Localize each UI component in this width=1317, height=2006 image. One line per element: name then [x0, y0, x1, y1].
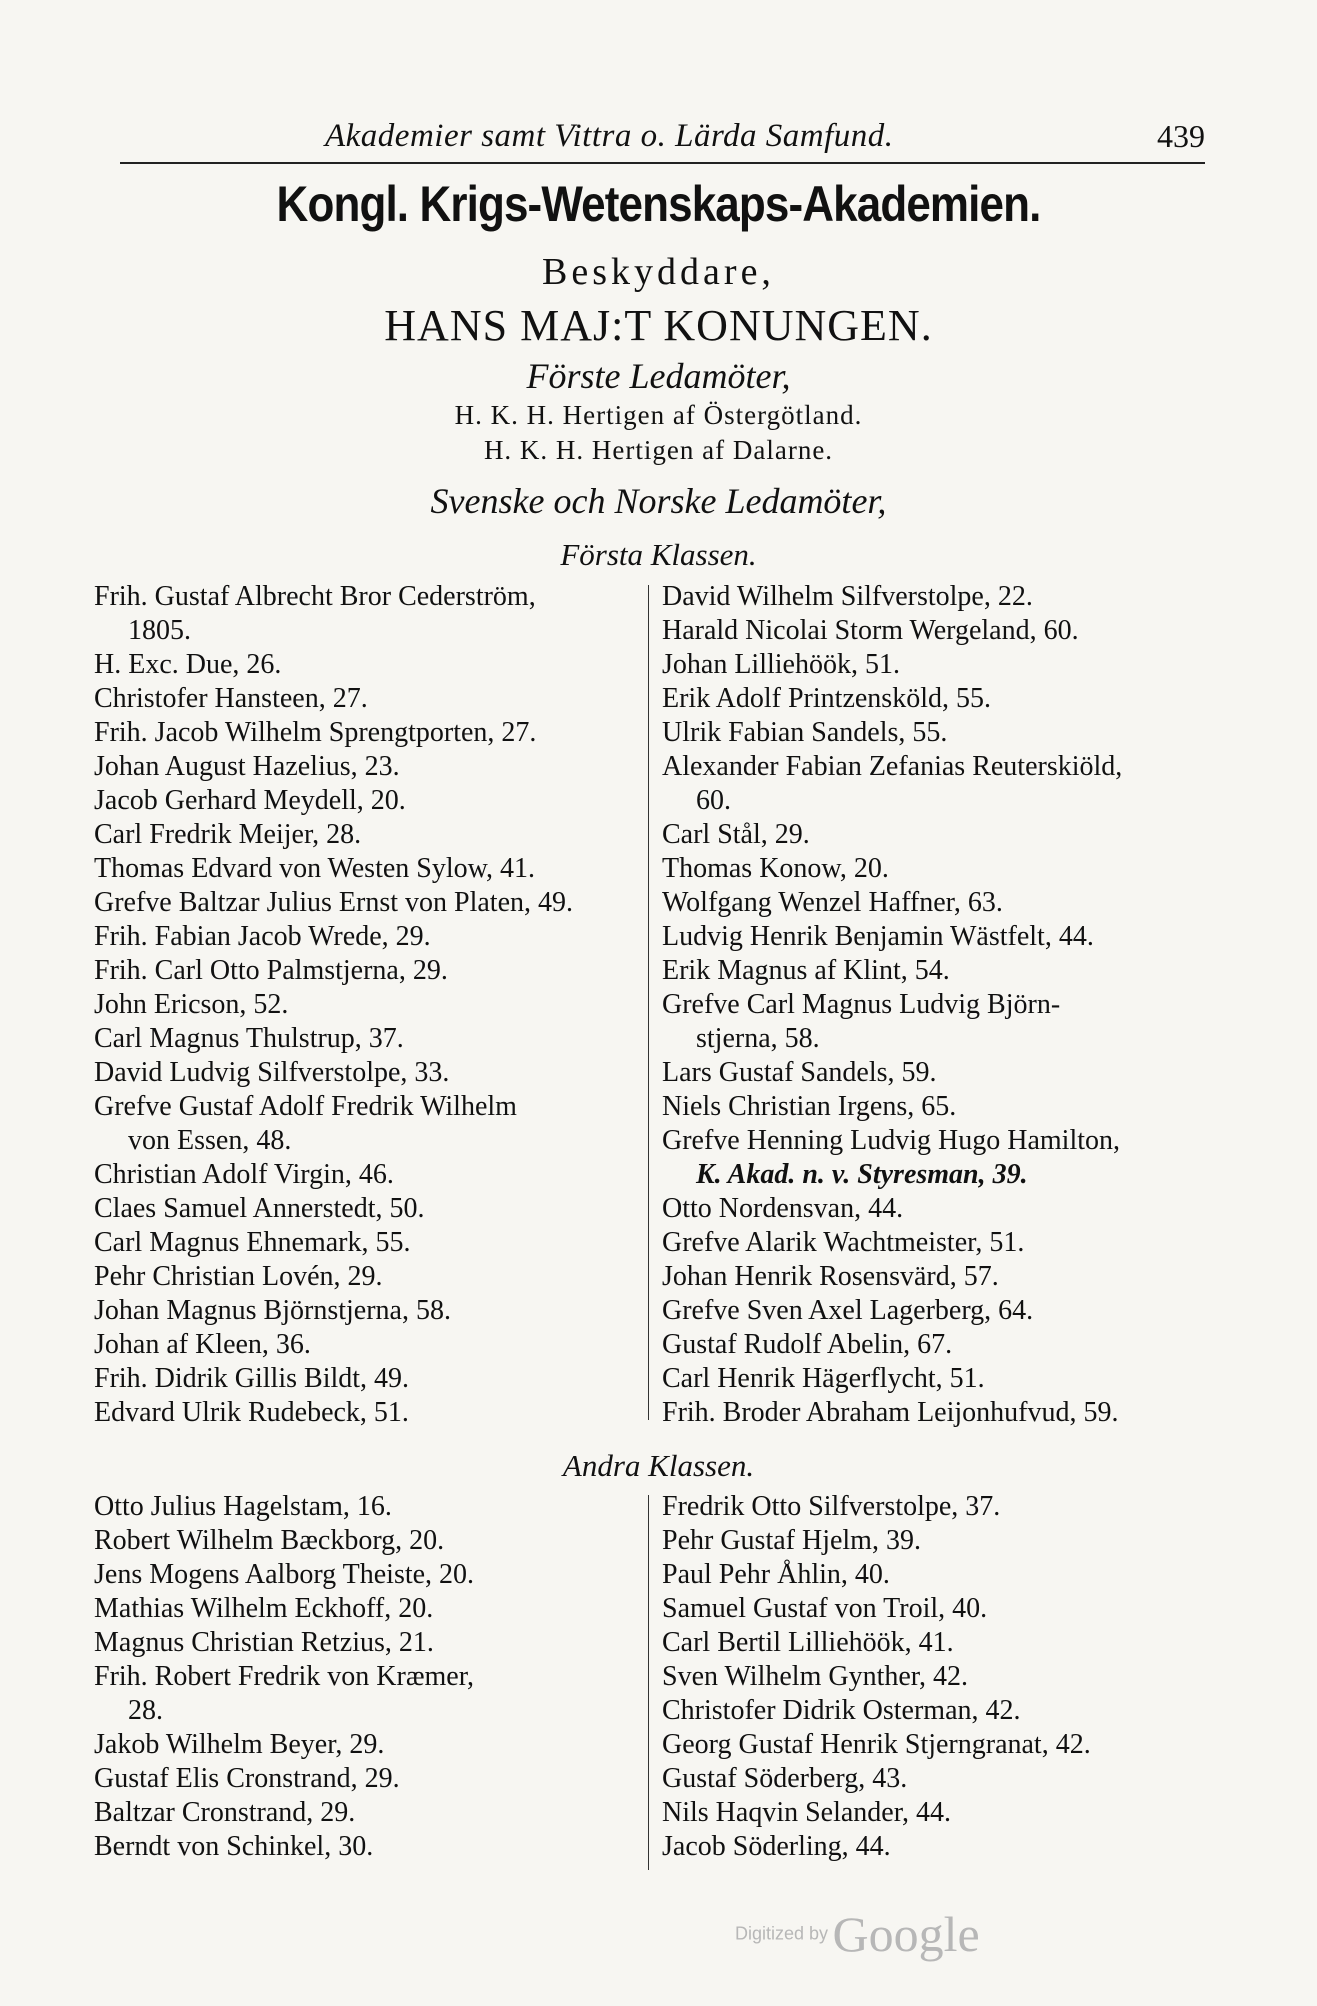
member-entry: Carl Fredrik Meijer, 28. [94, 819, 362, 850]
member-entry: Carl Henrik Hägerflycht, 51. [662, 1363, 985, 1394]
member-entry: Ulrik Fabian Sandels, 55. [662, 717, 948, 748]
member-entry: Erik Adolf Printzensköld, 55. [662, 683, 991, 714]
member-entry: Gustaf Söderberg, 43. [662, 1763, 908, 1794]
member-entry: Frih. Didrik Gillis Bildt, 49. [94, 1363, 410, 1394]
member-entry: Christofer Hansteen, 27. [94, 683, 368, 714]
member-entry: Magnus Christian Retzius, 21. [94, 1627, 434, 1658]
swedish-norwegian-members-label: Svenske och Norske Ledamöter, [430, 481, 887, 521]
member-entry: Wolfgang Wenzel Haffner, 63. [662, 887, 1003, 918]
member-entry: Jacob Gerhard Meydell, 20. [94, 785, 406, 816]
first-member-2: H. K. H. Hertigen af Dalarne. [483, 435, 834, 465]
member-entry: Paul Pehr Åhlin, 40. [662, 1559, 890, 1590]
patron-label: Beskyddare, [542, 251, 775, 293]
member-entry: Thomas Konow, 20. [662, 853, 889, 884]
member-entry: Claes Samuel Annerstedt, 50. [94, 1193, 425, 1224]
member-entry: Otto Julius Hagelstam, 16. [94, 1491, 392, 1522]
member-entry: Grefve Sven Axel Lagerberg, 64. [662, 1295, 1034, 1326]
member-entry: Niels Christian Irgens, 65. [662, 1091, 957, 1122]
patron-name: HANS MAJ:T KONUNGEN. [384, 301, 933, 350]
member-entry: Johan Magnus Björnstjerna, 58. [94, 1295, 451, 1326]
member-entry: Johan Lilliehöök, 51. [662, 649, 900, 680]
class-2-heading: Andra Klassen. [562, 1448, 755, 1483]
column-divider [648, 1495, 649, 1870]
member-entry: Carl Stål, 29. [662, 819, 810, 850]
member-entry: Otto Nordensvan, 44. [662, 1193, 904, 1224]
running-head [120, 118, 1205, 164]
member-entry-continuation: stjerna, 58. [696, 1023, 820, 1054]
member-entry: Christian Adolf Virgin, 46. [94, 1159, 394, 1190]
member-entry: Johan August Hazelius, 23. [94, 751, 400, 782]
page-title: Kongl. Krigs-Wetenskaps-Akademien. [276, 176, 1041, 232]
member-entry: Baltzar Cronstrand, 29. [94, 1797, 356, 1828]
first-members-label: Förste Ledamöter, [526, 356, 791, 396]
member-entry: Edvard Ulrik Rudebeck, 51. [94, 1397, 409, 1428]
member-entry: David Wilhelm Silfverstolpe, 22. [662, 581, 1033, 612]
member-entry-continuation: von Essen, 48. [128, 1125, 292, 1156]
member-entry: Johan af Kleen, 36. [94, 1329, 311, 1360]
member-entry: Frih. Carl Otto Palmstjerna, 29. [94, 955, 448, 986]
member-entry: Frih. Robert Fredrik von Kræmer, [94, 1661, 474, 1692]
member-entry: Grefve Alarik Wachtmeister, 51. [662, 1227, 1025, 1258]
class-1-left-column [94, 580, 639, 1430]
member-entry: Christofer Didrik Osterman, 42. [662, 1695, 1021, 1726]
member-entry: Frih. Broder Abraham Leijonhufvud, 59. [662, 1397, 1119, 1428]
member-entry: Grefve Baltzar Julius Ernst von Platen, 49. [94, 887, 574, 918]
member-entry: Samuel Gustaf von Troil, 40. [662, 1593, 988, 1624]
member-entry: Frih. Jacob Wilhelm Sprengtporten, 27. [94, 717, 537, 748]
member-entry: Pehr Christian Lovén, 29. [94, 1261, 383, 1292]
member-entry: Mathias Wilhelm Eckhoff, 20. [94, 1593, 434, 1624]
member-entry: Jakob Wilhelm Beyer, 29. [94, 1729, 385, 1760]
member-entry: Gustaf Elis Cronstrand, 29. [94, 1763, 400, 1794]
running-title: Akademier samt Vittra o. Lärda Samfund. [325, 118, 894, 154]
member-entry: Grefve Henning Ludvig Hugo Hamilton, [662, 1125, 1121, 1156]
member-entry: Alexander Fabian Zefanias Reuterskiöld, [662, 751, 1123, 782]
member-entry: Fredrik Otto Silfverstolpe, 37. [662, 1491, 1001, 1522]
column-divider [648, 585, 649, 1420]
member-entry: Grefve Gustaf Adolf Fredrik Wilhelm [94, 1091, 517, 1122]
member-entry: Erik Magnus af Klint, 54. [662, 955, 950, 986]
member-entry: Johan Henrik Rosensvärd, 57. [662, 1261, 999, 1292]
class-2-left-column [94, 1490, 639, 1864]
class-1-heading: Första Klassen. [560, 537, 757, 572]
member-entry: Frih. Gustaf Albrecht Bror Cederström, [94, 581, 536, 612]
member-entry-continuation: 28. [128, 1695, 163, 1726]
member-entry: Sven Wilhelm Gynther, 42. [662, 1661, 968, 1692]
member-entry: Carl Bertil Lilliehöök, 41. [662, 1627, 954, 1658]
member-entry: Frih. Fabian Jacob Wrede, 29. [94, 921, 431, 952]
member-entry: Harald Nicolai Storm Wergeland, 60. [662, 615, 1079, 646]
member-entry: Jacob Söderling, 44. [662, 1831, 891, 1862]
member-entry: Ludvig Henrik Benjamin Wästfelt, 44. [662, 921, 1094, 952]
first-member-1: H. K. H. Hertigen af Östergötland. [454, 400, 863, 430]
member-entry: Berndt von Schinkel, 30. [94, 1831, 374, 1862]
member-entry: Pehr Gustaf Hjelm, 39. [662, 1525, 921, 1556]
member-entry: Lars Gustaf Sandels, 59. [662, 1057, 937, 1088]
member-entry: Nils Haqvin Selander, 44. [662, 1797, 951, 1828]
watermark-prefix: Digitized by [735, 1923, 829, 1944]
member-entry-continuation: 60. [696, 785, 731, 816]
class-2-right-column [662, 1490, 1214, 1864]
member-entry: Jens Mogens Aalborg Theiste, 20. [94, 1559, 475, 1590]
member-entry: David Ludvig Silfverstolpe, 33. [94, 1057, 450, 1088]
member-entry: Georg Gustaf Henrik Stjerngranat, 42. [662, 1729, 1091, 1760]
digitization-watermark [735, 1905, 980, 1963]
member-entry-continuation: K. Akad. n. v. Styresman, 39. [696, 1159, 1028, 1190]
member-entry: Grefve Carl Magnus Ludvig Björn- [662, 989, 1061, 1020]
member-entry: John Ericson, 52. [94, 989, 289, 1020]
member-entry: H. Exc. Due, 26. [94, 649, 282, 680]
member-entry: Robert Wilhelm Bæckborg, 20. [94, 1525, 445, 1556]
class-1-right-column [662, 580, 1214, 1430]
member-entry: Carl Magnus Thulstrup, 37. [94, 1023, 404, 1054]
member-entry-continuation: 1805. [128, 615, 191, 646]
member-entry: Gustaf Rudolf Abelin, 67. [662, 1329, 953, 1360]
page-number: 439 [1157, 118, 1205, 154]
watermark-brand: Google [832, 1906, 980, 1962]
member-entry: Carl Magnus Ehnemark, 55. [94, 1227, 411, 1258]
member-entry: Thomas Edvard von Westen Sylow, 41. [94, 853, 536, 884]
